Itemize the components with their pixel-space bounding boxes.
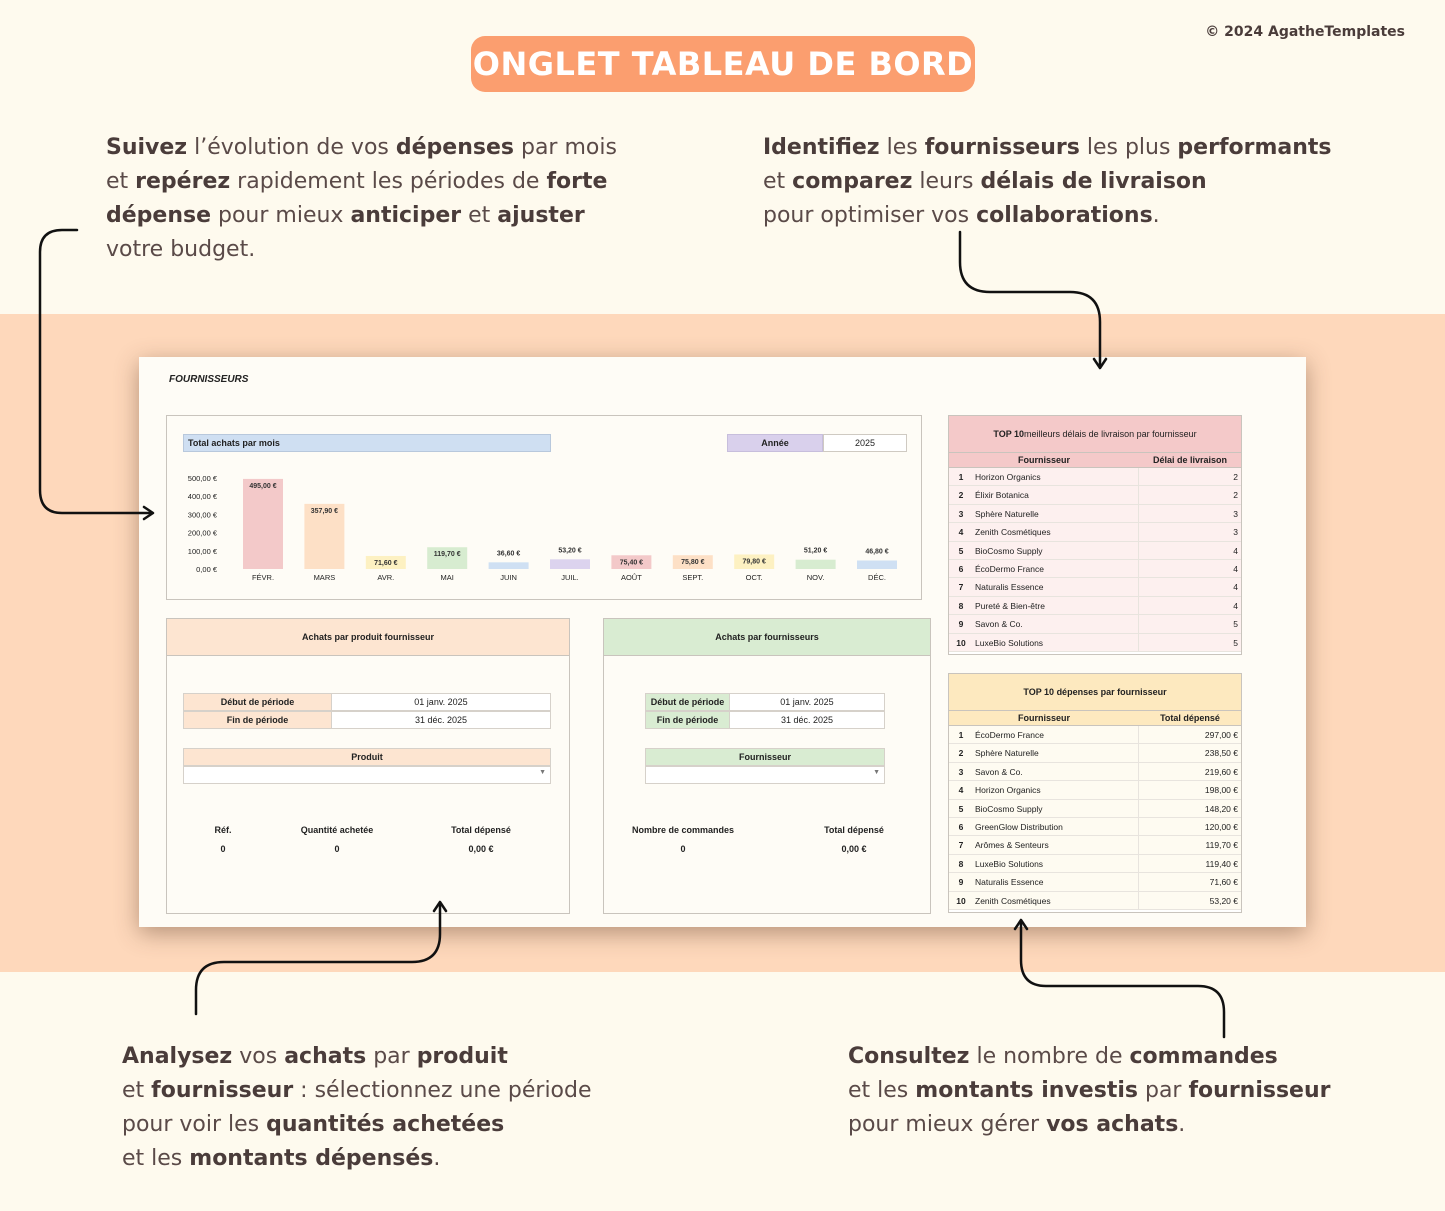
value-label: 51,20 € bbox=[803, 547, 828, 555]
note-text: leurs bbox=[912, 169, 981, 194]
end-date-input[interactable]: 31 déc. 2025 bbox=[414, 715, 468, 725]
supplier-panel-title: Achats par fournisseurs bbox=[604, 619, 930, 656]
x-tick-label: AVR. bbox=[377, 573, 395, 582]
note-text: délais de livraison bbox=[980, 169, 1207, 194]
arrow-to-spend-table bbox=[1021, 921, 1224, 1037]
row-rank: 4 bbox=[958, 527, 964, 538]
y-tick-label: 100,00 € bbox=[187, 546, 217, 556]
supplier-name: Horizon Organics bbox=[973, 781, 1139, 798]
x-tick-label: SEPT. bbox=[682, 573, 704, 582]
end-date-input[interactable]: 31 déc. 2025 bbox=[780, 715, 834, 725]
row-value: 119,70 € bbox=[1205, 840, 1238, 851]
row-rank: 10 bbox=[956, 637, 966, 648]
row-value: 71,60 € bbox=[1209, 877, 1238, 888]
supplier-name: ÉcoDermo France bbox=[973, 560, 1139, 577]
note-text: forte bbox=[546, 169, 608, 194]
product-select-label: Produit bbox=[183, 748, 551, 766]
supplier-name: Zenith Cosmétiques bbox=[973, 892, 1139, 909]
row-rank: 2 bbox=[958, 748, 964, 759]
row-value: 148,20 € bbox=[1204, 803, 1238, 814]
top-delays-title-bold: TOP 10 bbox=[993, 429, 1025, 439]
supplier-name: ÉcoDermo France bbox=[973, 726, 1139, 743]
supplier-name: LuxeBio Solutions bbox=[973, 634, 1139, 651]
stat-orders-value: 0 bbox=[680, 844, 686, 854]
supplier-name: Naturalis Essence bbox=[973, 578, 1139, 595]
note-text: et les bbox=[122, 1146, 190, 1171]
stat-total-value: 0,00 € bbox=[841, 844, 867, 854]
note-text: et bbox=[763, 169, 793, 194]
row-value: 4 bbox=[1233, 600, 1238, 611]
row-value: 198,00 € bbox=[1204, 785, 1238, 796]
row-rank: 9 bbox=[958, 877, 964, 888]
note-text: le nombre de bbox=[969, 1044, 1130, 1069]
note-text: . bbox=[1178, 1112, 1186, 1137]
note-text: les plus bbox=[1079, 135, 1178, 160]
note-text: fournisseurs bbox=[924, 135, 1080, 160]
x-tick-label: JUIL. bbox=[561, 573, 579, 582]
row-value: 5 bbox=[1233, 637, 1238, 648]
row-rank: 8 bbox=[958, 600, 964, 611]
supplier-name: BioCosmo Supply bbox=[973, 800, 1139, 817]
note-text: pour mieux gérer bbox=[848, 1112, 1047, 1137]
stat-quantity-label: Quantité achetée bbox=[300, 825, 374, 835]
stat-quantity-value: 0 bbox=[334, 844, 340, 854]
note-text: vos achats bbox=[1046, 1112, 1179, 1137]
x-tick-label: AOÛT bbox=[620, 573, 642, 582]
note-text: fournisseur bbox=[151, 1078, 294, 1103]
row-rank: 7 bbox=[958, 840, 964, 851]
row-value: 4 bbox=[1233, 545, 1238, 556]
note-text: Suivez bbox=[106, 135, 188, 160]
row-rank: 2 bbox=[958, 490, 964, 501]
x-tick-label: JUIN bbox=[500, 573, 517, 582]
note-text: pour optimiser vos bbox=[763, 203, 977, 228]
row-value: 5 bbox=[1233, 619, 1238, 630]
row-rank: 3 bbox=[958, 508, 964, 519]
note-text: fournisseur bbox=[1188, 1078, 1331, 1103]
supplier-name: Naturalis Essence bbox=[973, 873, 1139, 890]
row-rank: 7 bbox=[958, 582, 964, 593]
note-text: votre budget. bbox=[106, 237, 256, 262]
chevron-down-icon: ▼ bbox=[539, 769, 546, 776]
note-text: . bbox=[1152, 203, 1160, 228]
supplier-select-label: Fournisseur bbox=[645, 748, 885, 766]
note-text: . bbox=[433, 1146, 441, 1171]
supplier-name: BioCosmo Supply bbox=[973, 542, 1139, 559]
value-label: 357,90 € bbox=[310, 507, 339, 515]
row-value: 2 bbox=[1233, 472, 1238, 482]
note-text: commandes bbox=[1129, 1044, 1278, 1069]
row-value: 238,50 € bbox=[1204, 748, 1238, 759]
stat-ref-value: 0 bbox=[220, 844, 226, 854]
chart-header: Total achats par mois bbox=[183, 434, 551, 452]
arrow-to-delays bbox=[960, 232, 1100, 367]
supplier-name: Zenith Cosmétiques bbox=[973, 523, 1139, 540]
sheet-title: FOURNISSEURS bbox=[169, 374, 249, 385]
note-text: et les bbox=[848, 1078, 916, 1103]
note-text: rapidement les périodes de bbox=[230, 169, 547, 194]
chevron-down-icon: ▼ bbox=[873, 769, 880, 776]
product-panel-title: Achats par produit fournisseur bbox=[167, 619, 569, 656]
note-text: Analysez bbox=[122, 1044, 233, 1069]
top-delays-title-rest: meilleurs délais de livraison par fournisseur bbox=[1024, 429, 1197, 439]
supplier-name: Arômes & Senteurs bbox=[973, 836, 1139, 853]
stat-orders-label: Nombre de commandes bbox=[631, 825, 735, 835]
value-label: 75,80 € bbox=[681, 559, 705, 567]
y-tick-label: 400,00 € bbox=[187, 492, 217, 502]
row-value: 120,00 € bbox=[1204, 821, 1238, 832]
y-tick-label: 500,00 € bbox=[187, 474, 217, 483]
value-label: 53,20 € bbox=[558, 547, 582, 555]
end-label: Fin de période bbox=[184, 712, 332, 728]
top-spend-title: TOP 10 dépenses par fournisseur bbox=[949, 674, 1241, 711]
note-text: quantités achetées bbox=[266, 1112, 505, 1137]
supplier-name: GreenGlow Distribution bbox=[973, 818, 1139, 835]
value-label: 36,60 € bbox=[496, 550, 521, 558]
x-tick-label: OCT. bbox=[745, 573, 763, 582]
supplier-name: Sphère Naturelle bbox=[973, 744, 1139, 761]
note-text: : sélectionnez une période bbox=[293, 1078, 592, 1103]
y-tick-label: 200,00 € bbox=[187, 528, 217, 538]
row-value: 3 bbox=[1233, 508, 1238, 519]
row-value: 219,60 € bbox=[1204, 766, 1238, 777]
column-header: Total dépensé bbox=[1160, 713, 1220, 723]
note-text: pour voir les bbox=[122, 1112, 267, 1137]
row-value: 53,20 € bbox=[1209, 895, 1238, 906]
row-value: 119,40 € bbox=[1205, 858, 1238, 869]
supplier-name: Sphère Naturelle bbox=[973, 505, 1139, 522]
column-header: Fournisseur bbox=[1017, 713, 1070, 723]
arrow-to-chart bbox=[40, 230, 152, 513]
note-text: repérez bbox=[135, 169, 231, 194]
row-value: 3 bbox=[1233, 527, 1238, 538]
supplier-name: Élixir Botanica bbox=[973, 486, 1139, 503]
x-tick-label: MARS bbox=[313, 573, 336, 582]
row-rank: 6 bbox=[958, 563, 964, 574]
row-rank: 8 bbox=[958, 858, 964, 869]
note-text: comparez bbox=[792, 169, 913, 194]
note-text: ajuster bbox=[497, 203, 585, 228]
row-rank: 6 bbox=[958, 821, 964, 832]
page-title: ONGLET TABLEAU DE BORD bbox=[472, 45, 974, 83]
supplier-name: Savon & Co. bbox=[973, 615, 1139, 632]
note-text: dépense bbox=[106, 203, 212, 228]
row-value: 297,00 € bbox=[1204, 730, 1238, 740]
x-tick-label: MAI bbox=[440, 573, 454, 582]
value-label: 119,70 € bbox=[433, 551, 461, 559]
stat-total-label: Total dépensé bbox=[451, 825, 511, 835]
note-text: vos bbox=[232, 1044, 285, 1069]
note-text: pour mieux bbox=[211, 203, 351, 228]
note-text: performants bbox=[1177, 135, 1332, 160]
note-text: par mois bbox=[513, 135, 617, 160]
note-text: et bbox=[122, 1078, 152, 1103]
supplier-name: Horizon Organics bbox=[973, 468, 1139, 485]
row-rank: 4 bbox=[958, 785, 964, 796]
note-text: par bbox=[366, 1044, 417, 1069]
value-label: 75,40 € bbox=[619, 559, 644, 567]
y-tick-label: 300,00 € bbox=[187, 510, 217, 520]
note-text: et bbox=[461, 203, 498, 228]
row-rank: 9 bbox=[958, 619, 964, 630]
x-tick-label: DÉC. bbox=[868, 573, 886, 582]
note-text: dépenses bbox=[395, 135, 514, 160]
start-date-input[interactable]: 01 janv. 2025 bbox=[414, 697, 468, 707]
row-rank: 5 bbox=[958, 803, 964, 814]
row-value: 4 bbox=[1233, 582, 1238, 593]
supplier-name: LuxeBio Solutions bbox=[973, 855, 1139, 872]
column-header: Délai de livraison bbox=[1152, 455, 1228, 465]
value-label: 46,80 € bbox=[865, 548, 889, 556]
note-text: achats bbox=[284, 1044, 367, 1069]
row-value: 4 bbox=[1233, 563, 1238, 574]
x-tick-label: FÉVR. bbox=[251, 573, 275, 582]
row-rank: 10 bbox=[956, 895, 966, 906]
start-label: Début de période bbox=[184, 694, 332, 710]
x-tick-label: NOV. bbox=[806, 573, 825, 582]
year-label: Année bbox=[727, 434, 823, 452]
arrow-to-product-panel bbox=[196, 903, 440, 1014]
value-label: 71,60 € bbox=[374, 559, 398, 567]
note-text: Consultez bbox=[848, 1044, 970, 1069]
note-text: les bbox=[879, 135, 925, 160]
note-text: anticiper bbox=[350, 203, 462, 228]
supplier-name: Savon & Co. bbox=[973, 763, 1139, 780]
y-tick-label: 0,00 € bbox=[196, 565, 217, 574]
note-text: l’évolution de vos bbox=[187, 135, 396, 160]
row-rank: 3 bbox=[958, 766, 964, 777]
copyright: © 2024 AgatheTemplates bbox=[1205, 24, 1405, 40]
note-text: par bbox=[1137, 1078, 1189, 1103]
start-label: Début de période bbox=[646, 694, 730, 710]
stat-total-value: 0,00 € bbox=[468, 844, 494, 854]
stat-total-label: Total dépensé bbox=[824, 825, 884, 835]
note-text: et bbox=[106, 169, 136, 194]
row-rank: 1 bbox=[958, 730, 964, 740]
supplier-name: Pureté & Bien-être bbox=[973, 597, 1139, 614]
value-label: 495,00 € bbox=[249, 482, 277, 490]
note-text: collaborations bbox=[976, 203, 1153, 228]
note-text: Identifiez bbox=[763, 135, 880, 160]
column-header: Fournisseur bbox=[1017, 455, 1070, 465]
row-value: 2 bbox=[1233, 490, 1238, 501]
stat-ref-label: Réf. bbox=[214, 825, 232, 835]
row-rank: 1 bbox=[958, 472, 964, 482]
start-date-input[interactable]: 01 janv. 2025 bbox=[780, 697, 834, 707]
note-text: produit bbox=[416, 1044, 508, 1069]
year-select[interactable]: 2025 bbox=[823, 434, 907, 452]
note-text: montants investis bbox=[915, 1078, 1138, 1103]
value-label: 79,80 € bbox=[742, 558, 766, 566]
row-rank: 5 bbox=[958, 545, 964, 556]
note-text: montants dépensés bbox=[189, 1146, 434, 1171]
end-label: Fin de période bbox=[646, 712, 730, 728]
